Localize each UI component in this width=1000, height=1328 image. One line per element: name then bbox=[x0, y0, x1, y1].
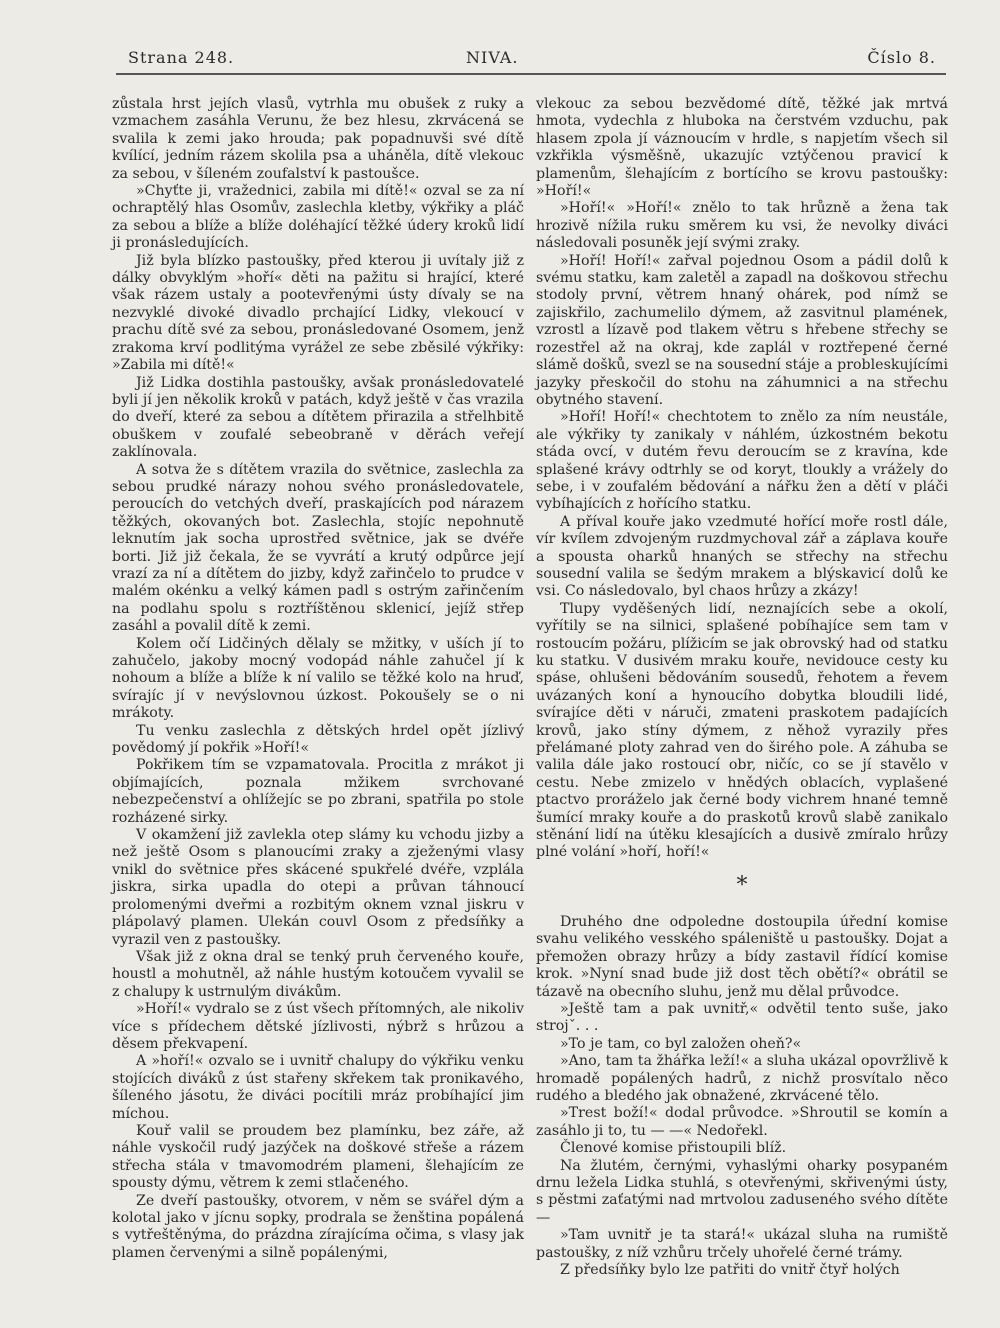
page-number: Strana 248. bbox=[128, 48, 235, 67]
paragraph: »Hoří!« »Hoří!« znělo to tak hrůzně a žena tak hrozivě nížila ruku směrem ku vsi, že nevolky diváci následovali posuněk její svými zraky. bbox=[536, 200, 948, 252]
paragraph: Z předsíňky bylo lze patřiti do vnitř čtyř holých bbox=[560, 1262, 900, 1278]
paragraph: Na žlutém, černými, vyhaslými oharky posypaném drnu ležela Lidka stuhlá, s otevřenými, skřivenými ústy, s pěstmi zaťatými nad mrtvolou zaduseného svého dítěte — bbox=[536, 1157, 948, 1226]
paragraph: »To je tam, co byl založen oheň?« bbox=[560, 1035, 802, 1052]
paragraph: Členové komise přistoupili blíž. bbox=[560, 1140, 787, 1157]
paragraph: Již Lidka dostihla pastoušky, avšak pronásledovatelé byli jí jen několik kroků v patách, když ještě v čas vrazila do dveří, které za sebou a dítětem přirazila a střelhbitě obuškem v zoufalé sebeobraně v děrách veřejí zaklínovala. bbox=[112, 374, 524, 461]
header-rule bbox=[116, 73, 946, 75]
paragraph: Však již z okna dral se tenký pruh červeného kouře, houstl a mohutněl, až náhle hustým kotoučem vyvalil se z chalupy k ustrnulým divákům. bbox=[112, 948, 524, 1000]
paragraph: Kolem očí Lidčiných dělaly se mžitky, v uších jí to zahučelo, jakoby mocný vodopád náhle zahučel jí k nohoum a blíže a blíže k ní valilo se těžké kolo na hruď, svírajíc jí v nevýslovnou úzkost. Pokoušely se o ni mrákoty. bbox=[112, 635, 524, 722]
paragraph: Tu venku zaslechla z dětských hrdel opět jízlivý povědomý jí pokřik »Hoří!« bbox=[112, 722, 524, 757]
paragraph: »Hoří! Hoří!« chechtotem to znělo za ním neustále, ale výkřiky ty zanikaly v náhlém, úzkostném bekotu stáda ovcí, v dutém řevu deroucím se z kravína, kde splašené krávy odtrhly se od koryt, tloukly a vrážely do sebe, i v zoufalém bědování a nářku žen a dětí v pláči vybíhajících z hořícího statku. bbox=[536, 409, 948, 513]
paragraph: Druhého dne odpoledne dostoupila úřední komise svahu velikého vesského spáleniště u pastoušky. Dojat a přemožen obrazy hrůzy a bídy zastavil řídící komise krok. »Nyní snad bude již dost těch obětí?« obrátil se tázavě na obecního sluhu, jenž mu dělal průvodce. bbox=[536, 913, 948, 1000]
section-break-asterisk: * bbox=[736, 872, 748, 898]
issue-number: Číslo 8. bbox=[867, 48, 936, 67]
paragraph: Tlupy vyděšených lidí, neznajících sebe a okolí, vyřítily se na silnici, splašené pobíhajíce sem tam v rostoucím požáru, plížicím se jak obrovský had od statku ku statku. V dusivém mraku kouře, nevidouce cesty ku spáse, ohlušeni bědováním sousedů, řehotem a řevem uvázaných koní a hynoucího dobytka bloudili lidé, svírajíce děti v náruči, zmateni praskotem padajících krovů, jako stíny dýmem, z něhož vyrazily přes přelámané ploty zahrad ven do širého pole. A záhuba se valila dále jako rostoucí obr, ničíc, co se jí stavělo v cestu. Nebe zmizelo v hnědých oblacích, vyplašené ptactvo proráželo jak černé body vichrem hnané temně šumící mraky kouře a do praskotů krovů slabě zanikalo stěnání lidí na útěku klesajících a dusivě zmíralo hrůzy plné volání »hoří, hoří!« bbox=[536, 600, 948, 861]
paragraph: »Trest boží!« dodal průvodce. »Shroutil se komín a zasáhlo ji to, tu — —« Nedořekl. bbox=[536, 1105, 948, 1139]
paragraph: »Ještě tam a pak uvnitř,« odvětil tento suše, jako strojˇ. . . bbox=[536, 1000, 948, 1035]
paragraph: Kouř valil se proudem bez plamínku, bez záře, až náhle vyskočil rudý jazýček na doškové střeše a rázem střecha stála v tmavomodrém plameni, šlehajícím ze spousty dýmu, větrem k zemi stlačeného. bbox=[112, 1122, 524, 1192]
left-column bbox=[112, 96, 524, 1262]
paragraph: V okamžení již zavlekla otep slámy ku vchodu jizby a než ještě Osom s planoucími zraky a zježenými vlasy vnikl do světnice přes skácené spukřelé dvéře, vzplála jiskra, sirka upadla do otepi a průvan táhnoucí prolomenými dveřmi a rozbitým oknem vznal jiskru v plápolavý plamen. Ulekán couvl Osom z předsíňky a vyrazil ven z pastoušky. bbox=[112, 827, 524, 948]
paragraph: Již byla blízko pastoušky, před kterou ji uvítaly již z dálky obvyklým »hoří« děti na pažitu si hrající, které však rázem ustaly a pootevřenými ústy dívaly se na nezvyklé divoké divadlo prchající Lidky, vlekoucí v prachu dítě své za sebou, pronásledované Osomem, jenž zrakoma krví podlitýma vyrážel ze sebe zběsilé výkřiky: »Zabila mi dítě!« bbox=[112, 252, 524, 374]
paragraph: »Tam uvnitř je ta stará!« ukázal sluha na rumiště pastoušky, z níž vzhůru trčely uhořelé černé trámy. bbox=[536, 1227, 948, 1261]
paragraph: vlekouc za sebou bezvědomé dítě, těžké jak mrtvá hmota, vydechla z hluboka na čerstvém vzduchu, pak hlasem zpola jí váznoucím v hrdle, s napjetím všech sil vzkřikla výsměšně, ukazujíc vztýčenou pravicí k plamenům, šlehajícím z bortícího se krovu pastoušky: »Hoří!« bbox=[536, 96, 948, 200]
right-column bbox=[536, 96, 948, 1279]
paragraph: A sotva že s dítětem vrazila do světnice, zaslechla za sebou prudké nárazy nohou svého pronásledovatele, peroucích do vetchých dveří, praskajících pod nárazem těžkých, okovaných bot. Zaslechla, stojíc nepohnutě leknutím jak socha uprostřed světnice, jak se dvéře borti. Již již čekala, že se vyvrátí a krutý odpůrce její vrazí za ní a dítětem do jizby, když zařinčelo to prudce v malém okénku a velký kámen padl s ostrým zařinčením na podlahu spolu s roztříštěnou sklenicí, jejíž střep zasáhl a povalil dítě k zemi. bbox=[112, 461, 524, 635]
paragraph: zůstala hrst jejích vlasů, vytrhla mu obušek z ruky a vzmachem zasáhla Verunu, že bez hlesu, zkrvácená se svalila k zemi jako hrouda; pak popadnuvši své dítě kvílící, jedním rázem skolila psa a uháněla, dítě vlekouc za sebou, v šíleném zoufalství k pastoušce. bbox=[112, 96, 524, 182]
paragraph: »Chyťte ji, vražednici, zabila mi dítě!« ozval se za ní ochraptělý hlas Osomův, zaslechla kletby, výkřiky a pláč za sebou a blíže a blíže doléhající těžké údery kroků lidí ji pronásledujících. bbox=[112, 183, 524, 252]
paragraph: A příval kouře jako vzedmuté hořící moře rostl dále, vír kvílem zdvojeným ruzdmychoval zář a záplava kouře a spousta oharků hnaných se střechy na střechu sousední valila se šedým mrakem a blýskavicí dolů ke vsi. Co následovalo, byl chaos hrůzy a zkázy! bbox=[536, 513, 948, 600]
page-header bbox=[116, 48, 946, 74]
paragraph: A »hoří!« ozvalo se i uvnitř chalupy do výkřiku venku stojících diváků z úst stařeny skřekem tak pronikavého, šíleného jásotu, že diváci pocítili mráz probíhající jim míchou. bbox=[112, 1053, 524, 1122]
journal-title: NIVA. bbox=[466, 48, 519, 67]
paragraph: »Ano, tam ta žhářka leží!« a sluha ukázal opovržlivě k hromadě popálených hadrů, z nichž prosvítalo něco rudého a bledého jak obnažené, zkrvácené tělo. bbox=[536, 1053, 948, 1104]
paragraph: Ze dveří pastoušky, otvorem, v něm se svářel dým a kolotal jako v jícnu sopky, prodrala se ženština popálená s vytřeštěnýma, do prázdna zírajícíma očima, s vlasy jak plamen červenými a silně popálenými, bbox=[112, 1192, 524, 1261]
paragraph: »Hoří! Hoří!« zařval pojednou Osom a pádil dolů k svému statku, kam zaletěl a zapadl na doškovou střechu stodoly první, větrem hnaný ohárek, pod nímž se zajiskřilo, zachumelilo dýmem, až zasvitnul plamének, vzrostl a lízavě pod tlakem větru s hřebene střechy se rozestřel až na okraj, kde zaplál v roztřepené černé slámě došků, svezl se na sousední stáje a probleskujícími jazyky přeskočil do stohu na záhumnici a na střechu obytného stavení. bbox=[536, 252, 948, 408]
paragraph: »Hoří!« vydralo se z úst všech přítomných, ale nikoliv více s přídechem dětské jízlivosti, nýbrž s hrůzou a děsem překvapení. bbox=[112, 1001, 524, 1052]
paragraph: Pokřikem tím se vzpamatovala. Procitla z mrákot ji objímajících, poznala mžikem svrchované nebezpečenství a ohlížejíc se po zbrani, spatřila po stole rozházené sirky. bbox=[112, 757, 524, 826]
